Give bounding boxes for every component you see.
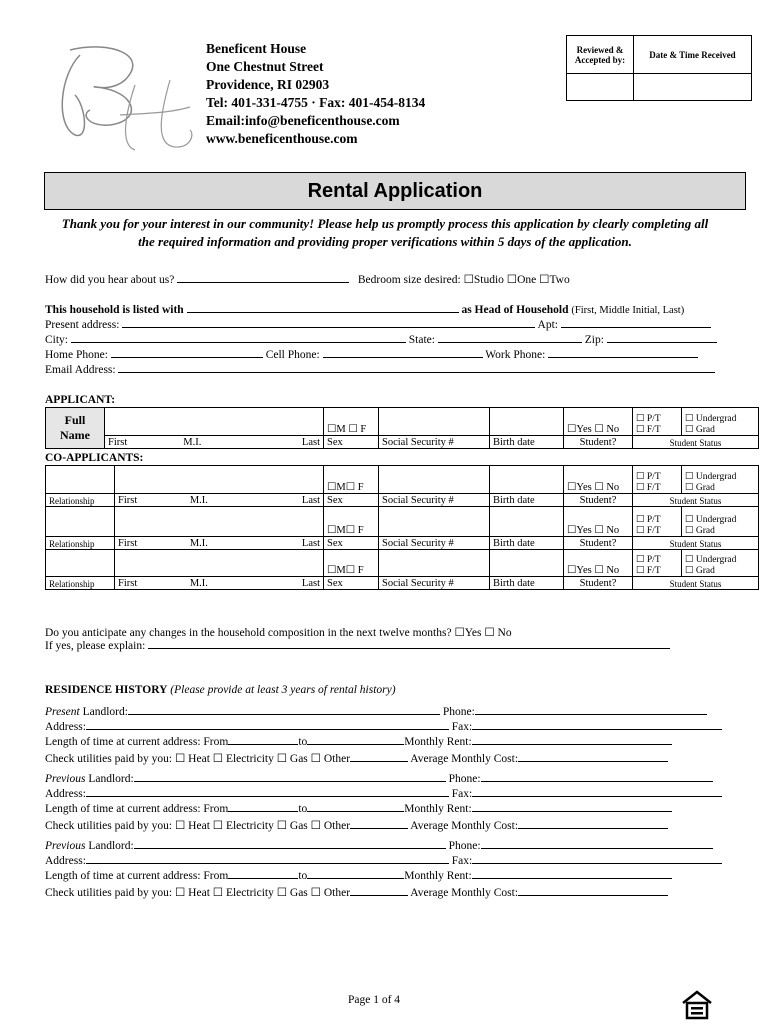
rent-label: Monthly Rent: — [404, 870, 472, 882]
length-label: Length of time at current address: From — [45, 870, 229, 882]
coapplicant-ptft[interactable] — [633, 507, 682, 537]
student-label: Student? — [564, 436, 633, 449]
coapplicant-sex[interactable]: ☐M☐ F — [324, 466, 379, 494]
state-input[interactable] — [438, 342, 582, 343]
landlord-input[interactable] — [128, 714, 440, 715]
fax-label: Fax: — [451, 855, 473, 867]
hear-label: How did you hear about us? — [45, 274, 175, 286]
birth-label: Birth date — [490, 494, 564, 507]
org-street: One Chestnut Street — [206, 59, 324, 74]
present-address-input[interactable] — [122, 327, 535, 328]
relationship-input[interactable] — [46, 550, 115, 577]
changes-question[interactable]: Do you anticipate any changes in the household composition in the next twelve months? ☐Yes ☐ No — [45, 627, 512, 639]
coapplicant-ptft[interactable] — [633, 466, 682, 494]
other-input[interactable] — [350, 895, 408, 896]
reviewed-label: Reviewed & Accepted by: — [567, 36, 634, 74]
relationship-input[interactable] — [46, 466, 115, 494]
last-label: Last — [254, 494, 323, 507]
first-label: First — [105, 436, 181, 449]
org-name: Beneficent House — [206, 41, 307, 56]
utilities-row — [45, 751, 668, 765]
city-input[interactable] — [71, 342, 406, 343]
phone-label: Phone: — [442, 706, 475, 718]
utilities-row — [45, 818, 668, 832]
birth-label: Birth date — [490, 537, 564, 550]
applicant-ssn-input[interactable] — [379, 408, 490, 436]
present-address-row — [45, 319, 711, 331]
fax-label: Fax: — [451, 721, 473, 733]
coapplicant-name-input[interactable] — [115, 550, 324, 577]
landlord-input[interactable] — [134, 781, 446, 782]
applicant-name-input[interactable] — [105, 408, 324, 436]
avg-cost-label: Average Monthly Cost: — [410, 887, 519, 899]
review-box — [566, 35, 752, 101]
coapplicant-name-input[interactable] — [115, 507, 324, 537]
landlord-type: Previous — [45, 840, 86, 852]
bh-monogram-icon — [50, 35, 200, 155]
coapplicant-name-input[interactable] — [115, 466, 324, 494]
rent-input[interactable] — [472, 744, 672, 745]
birth-label: Birth date — [490, 436, 564, 449]
title-bar — [44, 172, 746, 210]
utilities-options[interactable]: Check utilities paid by you: ☐ Heat ☐ Electricity ☐ Gas ☐ Other — [45, 820, 351, 832]
fax-label: Fax: — [451, 788, 473, 800]
landlord-row — [45, 706, 707, 718]
head-label: as Head of Household — [461, 304, 569, 316]
coapplicant-student[interactable]: ☐Yes ☐ No — [564, 550, 633, 577]
grad-option[interactable]: ☐ Grad — [685, 566, 715, 576]
coapplicant-sex[interactable]: ☐M☐ F — [324, 550, 379, 577]
listed-with-label: This household is listed with — [45, 304, 184, 316]
from-input[interactable] — [228, 744, 298, 745]
logo — [50, 35, 200, 155]
student-label: Student? — [564, 577, 633, 590]
coapplicants-table — [45, 465, 759, 590]
pt-option[interactable]: ☐ P/T — [636, 515, 661, 525]
address-label: Address: — [45, 788, 86, 800]
avg-cost-input[interactable] — [518, 761, 668, 762]
relationship-label: Relationship — [46, 494, 115, 507]
ft-option[interactable]: ☐ F/T — [636, 566, 661, 576]
student-label: Student? — [564, 494, 633, 507]
rent-label: Monthly Rent: — [404, 803, 472, 815]
intro-text: Thank you for your interest in our community! Please help us promptly process this application by clearly completing all the required information and providing proper verifications within 5 days of the application. — [61, 216, 709, 249]
email-label: Email Address: — [45, 364, 116, 376]
coapplicant-birth-input[interactable] — [490, 507, 564, 537]
sex-label: Sex — [324, 537, 379, 550]
grad-option[interactable]: ☐ Grad — [685, 425, 715, 435]
coapplicants-heading: CO-APPLICANTS: — [45, 452, 144, 464]
mi-label: M.I. — [187, 537, 255, 550]
fax-input[interactable] — [472, 796, 722, 797]
coapplicant-student[interactable]: ☐Yes ☐ No — [564, 466, 633, 494]
explain-input[interactable] — [148, 648, 670, 649]
page-number: Page 1 of 4 — [348, 994, 401, 1006]
equal-housing-icon — [680, 990, 714, 1023]
to-input[interactable] — [307, 878, 404, 879]
address-input[interactable] — [86, 796, 449, 797]
city-row — [45, 334, 717, 346]
coapplicant-grad[interactable] — [682, 507, 759, 537]
apt-label: Apt: — [537, 319, 558, 331]
last-label: Last — [254, 537, 323, 550]
hear-input[interactable] — [177, 282, 349, 283]
email-row — [45, 364, 715, 376]
hear-row — [45, 272, 570, 286]
explain-label: If yes, please explain: — [45, 640, 146, 652]
state-label: State: — [408, 334, 435, 346]
fax-input[interactable] — [472, 729, 722, 730]
rent-input[interactable] — [472, 878, 672, 879]
phone-label: Phone: — [448, 773, 481, 785]
undergrad-option[interactable]: ☐ Undergrad — [685, 414, 737, 424]
from-input[interactable] — [228, 878, 298, 879]
utilities-row — [45, 885, 668, 899]
coapplicant-student[interactable]: ☐Yes ☐ No — [564, 507, 633, 537]
home-phone-label: Home Phone: — [45, 349, 108, 361]
sex-label: Sex — [324, 577, 379, 590]
landlord-label: Landlord: — [82, 706, 128, 718]
student-status-label: Student Status — [633, 436, 759, 449]
avg-cost-input[interactable] — [518, 828, 668, 829]
relationship-input[interactable] — [46, 507, 115, 537]
landlord-label: Landlord: — [88, 773, 134, 785]
landlord-row — [45, 773, 713, 785]
avg-cost-label: Average Monthly Cost: — [410, 753, 519, 765]
undergrad-option[interactable]: ☐ Undergrad — [685, 515, 737, 525]
grad-option[interactable]: ☐ Grad — [685, 483, 715, 493]
avg-cost-label: Average Monthly Cost: — [410, 820, 519, 832]
student-label: Student? — [564, 537, 633, 550]
address-row — [45, 855, 722, 867]
apt-input[interactable] — [561, 327, 711, 328]
org-phone: Tel: 401-331-4755 · Fax: 401-454-8134 — [206, 95, 426, 110]
ft-option[interactable]: ☐ F/T — [636, 483, 661, 493]
head-note: (First, Middle Initial, Last) — [571, 305, 685, 316]
landlord-type: Previous — [45, 773, 86, 785]
coapplicant-grad[interactable] — [682, 466, 759, 494]
first-label: First — [115, 537, 187, 550]
org-email: Email:info@beneficenthouse.com — [206, 113, 400, 128]
residence-heading-row — [45, 684, 396, 696]
last-label: Last — [251, 436, 323, 449]
date-received-label: Date & Time Received — [634, 36, 752, 74]
to-label: to — [298, 736, 308, 748]
ssn-label: Social Security # — [379, 577, 490, 590]
zip-input[interactable] — [607, 342, 717, 343]
ssn-label: Social Security # — [379, 494, 490, 507]
undergrad-option[interactable]: ☐ Undergrad — [685, 555, 737, 565]
rent-input[interactable] — [472, 811, 672, 812]
coapplicant-birth-input[interactable] — [490, 466, 564, 494]
phone-label: Phone: — [448, 840, 481, 852]
ft-option[interactable]: ☐ F/T — [636, 425, 661, 435]
other-input[interactable] — [350, 828, 408, 829]
to-label: to — [298, 803, 308, 815]
address-row — [45, 721, 722, 733]
length-label: Length of time at current address: From — [45, 736, 229, 748]
coapplicant-ptft[interactable] — [633, 550, 682, 577]
explain-row — [45, 640, 670, 652]
applicant-heading: APPLICANT: — [45, 394, 116, 406]
household-row — [45, 304, 684, 316]
to-input[interactable] — [307, 811, 404, 812]
home-phone-input[interactable] — [111, 357, 263, 358]
cell-phone-label: Cell Phone: — [265, 349, 320, 361]
residence-heading: RESIDENCE HISTORY — [45, 684, 168, 696]
mi-label: M.I. — [180, 436, 251, 449]
landlord-row — [45, 840, 713, 852]
coapplicant-ssn-input[interactable] — [379, 550, 490, 577]
address-row — [45, 788, 722, 800]
address-label: Address: — [45, 721, 86, 733]
mi-label: M.I. — [187, 577, 255, 590]
birth-label: Birth date — [490, 577, 564, 590]
pt-option[interactable]: ☐ P/T — [636, 555, 661, 565]
to-label: to — [298, 870, 308, 882]
rent-label: Monthly Rent: — [404, 736, 472, 748]
landlord-input[interactable] — [134, 848, 446, 849]
applicant-ptft[interactable] — [633, 408, 682, 436]
applicant-student[interactable]: ☐Yes ☐ No — [564, 408, 633, 436]
to-input[interactable] — [307, 744, 404, 745]
relationship-label: Relationship — [46, 537, 115, 550]
length-row — [45, 870, 672, 882]
applicant-sex[interactable]: ☐M ☐ F — [324, 408, 379, 436]
page-title: Rental Application — [307, 180, 483, 202]
ssn-label: Social Security # — [379, 436, 490, 449]
org-address — [206, 40, 425, 148]
org-city: Providence, RI 02903 — [206, 77, 330, 92]
other-input[interactable] — [350, 761, 408, 762]
mi-label: M.I. — [187, 494, 255, 507]
avg-cost-input[interactable] — [518, 895, 668, 896]
cell-phone-input[interactable] — [323, 357, 483, 358]
coapplicant-birth-input[interactable] — [490, 550, 564, 577]
landlord-label: Landlord: — [88, 840, 134, 852]
student-status-label: Student Status — [633, 537, 759, 550]
applicant-table — [45, 407, 759, 449]
ft-option[interactable]: ☐ F/T — [636, 526, 661, 536]
ssn-label: Social Security # — [379, 537, 490, 550]
zip-label: Zip: — [584, 334, 604, 346]
residence-note: (Please provide at least 3 years of rental history) — [170, 684, 396, 696]
email-input[interactable] — [118, 372, 715, 373]
phone-input[interactable] — [481, 781, 713, 782]
coapplicant-grad[interactable] — [682, 550, 759, 577]
bedroom-label[interactable]: Bedroom size desired: ☐Studio ☐One ☐Two — [357, 274, 570, 286]
last-label: Last — [254, 577, 323, 590]
head-input[interactable] — [187, 312, 459, 313]
student-status-label: Student Status — [633, 494, 759, 507]
applicant-birth-input[interactable] — [490, 408, 564, 436]
landlord-type: Present — [45, 706, 80, 718]
relationship-label: Relationship — [46, 577, 115, 590]
length-label: Length of time at current address: From — [45, 803, 229, 815]
present-address-label: Present address: — [45, 319, 120, 331]
date-received-field[interactable] — [634, 74, 752, 101]
address-label: Address: — [45, 855, 86, 867]
coapplicant-sex[interactable]: ☐M☐ F — [324, 507, 379, 537]
utilities-options[interactable]: Check utilities paid by you: ☐ Heat ☐ Electricity ☐ Gas ☐ Other — [45, 887, 351, 899]
coapplicant-ssn-input[interactable] — [379, 507, 490, 537]
phone-input[interactable] — [481, 848, 713, 849]
sex-label: Sex — [324, 494, 379, 507]
address-input[interactable] — [86, 729, 449, 730]
student-status-label: Student Status — [633, 577, 759, 590]
grad-option[interactable]: ☐ Grad — [685, 526, 715, 536]
pt-option[interactable]: ☐ P/T — [636, 414, 661, 424]
address-input[interactable] — [86, 863, 449, 864]
undergrad-option[interactable]: ☐ Undergrad — [685, 472, 737, 482]
work-phone-input[interactable] — [548, 357, 698, 358]
org-web: www.beneficenthouse.com — [206, 131, 358, 146]
applicant-grad[interactable] — [682, 408, 759, 436]
full-name-label: Full Name — [46, 408, 105, 449]
length-row — [45, 803, 672, 815]
utilities-options[interactable]: Check utilities paid by you: ☐ Heat ☐ Electricity ☐ Gas ☐ Other — [45, 753, 351, 765]
phone-input[interactable] — [475, 714, 707, 715]
coapplicant-ssn-input[interactable] — [379, 466, 490, 494]
pt-option[interactable]: ☐ P/T — [636, 472, 661, 482]
sex-label: Sex — [324, 436, 379, 449]
city-label: City: — [45, 334, 69, 346]
work-phone-label: Work Phone: — [485, 349, 546, 361]
fax-input[interactable] — [472, 863, 722, 864]
phone-row — [45, 349, 698, 361]
from-input[interactable] — [228, 811, 298, 812]
first-label: First — [115, 577, 187, 590]
length-row — [45, 736, 672, 748]
first-label: First — [115, 494, 187, 507]
reviewed-field[interactable] — [567, 74, 634, 101]
